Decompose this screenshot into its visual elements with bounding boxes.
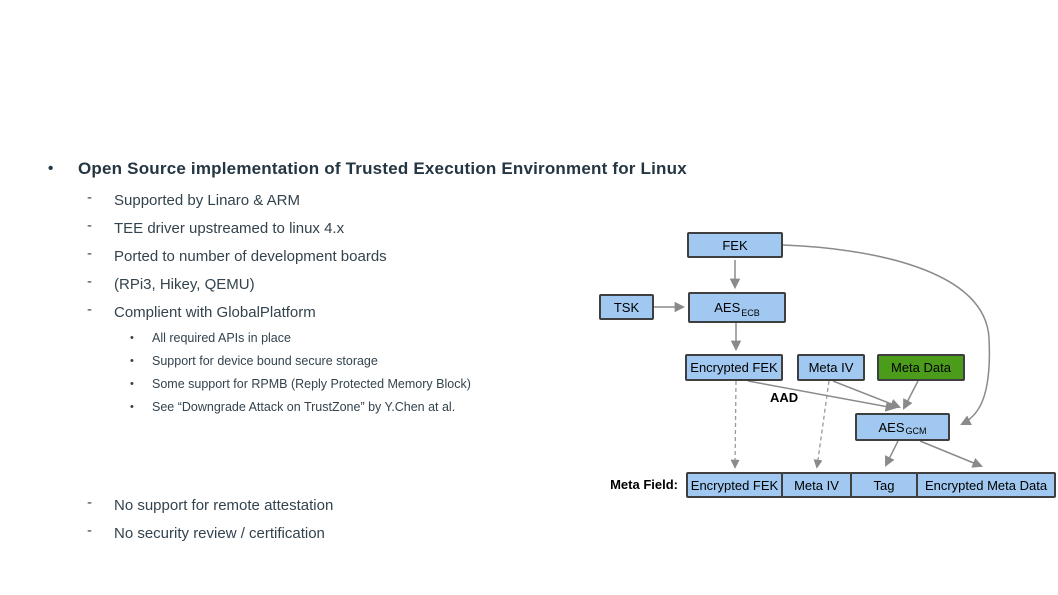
tsk-box: TSK <box>599 294 654 320</box>
meta-field-cell-encrypted-meta-data: Encrypted Meta Data <box>916 472 1056 498</box>
meta-field-cell-encrypted-fek: Encrypted FEK <box>686 472 783 498</box>
encrypted-fek-box: Encrypted FEK <box>685 354 783 381</box>
meta-field-row <box>686 472 1056 498</box>
aes-ecb-subscript: ECB <box>741 308 760 318</box>
sub-bullet-item: • Some support for RPMB (Reply Protected Memory Block) <box>40 373 740 396</box>
aes-gcm-subscript: GCM <box>905 426 927 436</box>
bullet-item: - (RPi3, Hikey, QEMU) <box>40 271 740 299</box>
sub-bullet-item: • See “Downgrade Attack on TrustZone” by Y.Chen at al. <box>40 396 740 419</box>
aes-ecb-label: AES <box>714 300 741 315</box>
meta-iv-box: Meta IV <box>797 354 865 381</box>
meta-data-box: Meta Data <box>877 354 965 381</box>
key-encryption-diagram <box>595 228 1058 518</box>
fek-box: FEK <box>687 232 783 258</box>
sub-bullet-item: • All required APIs in place <box>40 327 740 350</box>
aad-label: AAD <box>770 390 799 405</box>
bullet-item: - Complient with GlobalPlatform <box>40 299 740 327</box>
bullet-item: - Supported by Linaro & ARM <box>40 187 740 215</box>
sub-bullet-item: • Support for device bound secure storage <box>40 350 740 373</box>
aes-ecb-box <box>688 292 786 323</box>
bullet-item: - No support for remote attestation <box>40 492 740 520</box>
meta-field-cell-tag: Tag <box>850 472 918 498</box>
bullet-item: - TEE driver upstreamed to linux 4.x <box>40 215 740 243</box>
aes-gcm-label: AES <box>878 419 905 435</box>
meta-field-cell-meta-iv: Meta IV <box>781 472 852 498</box>
aes-gcm-box <box>855 413 950 441</box>
bullet-item: - Ported to number of development boards <box>40 243 740 271</box>
meta-field-label: Meta Field: <box>610 477 678 492</box>
slide-heading: • Open Source implementation of Trusted Execution Environment for Linux <box>40 158 740 180</box>
bullet-item: - No security review / certification <box>40 520 740 548</box>
